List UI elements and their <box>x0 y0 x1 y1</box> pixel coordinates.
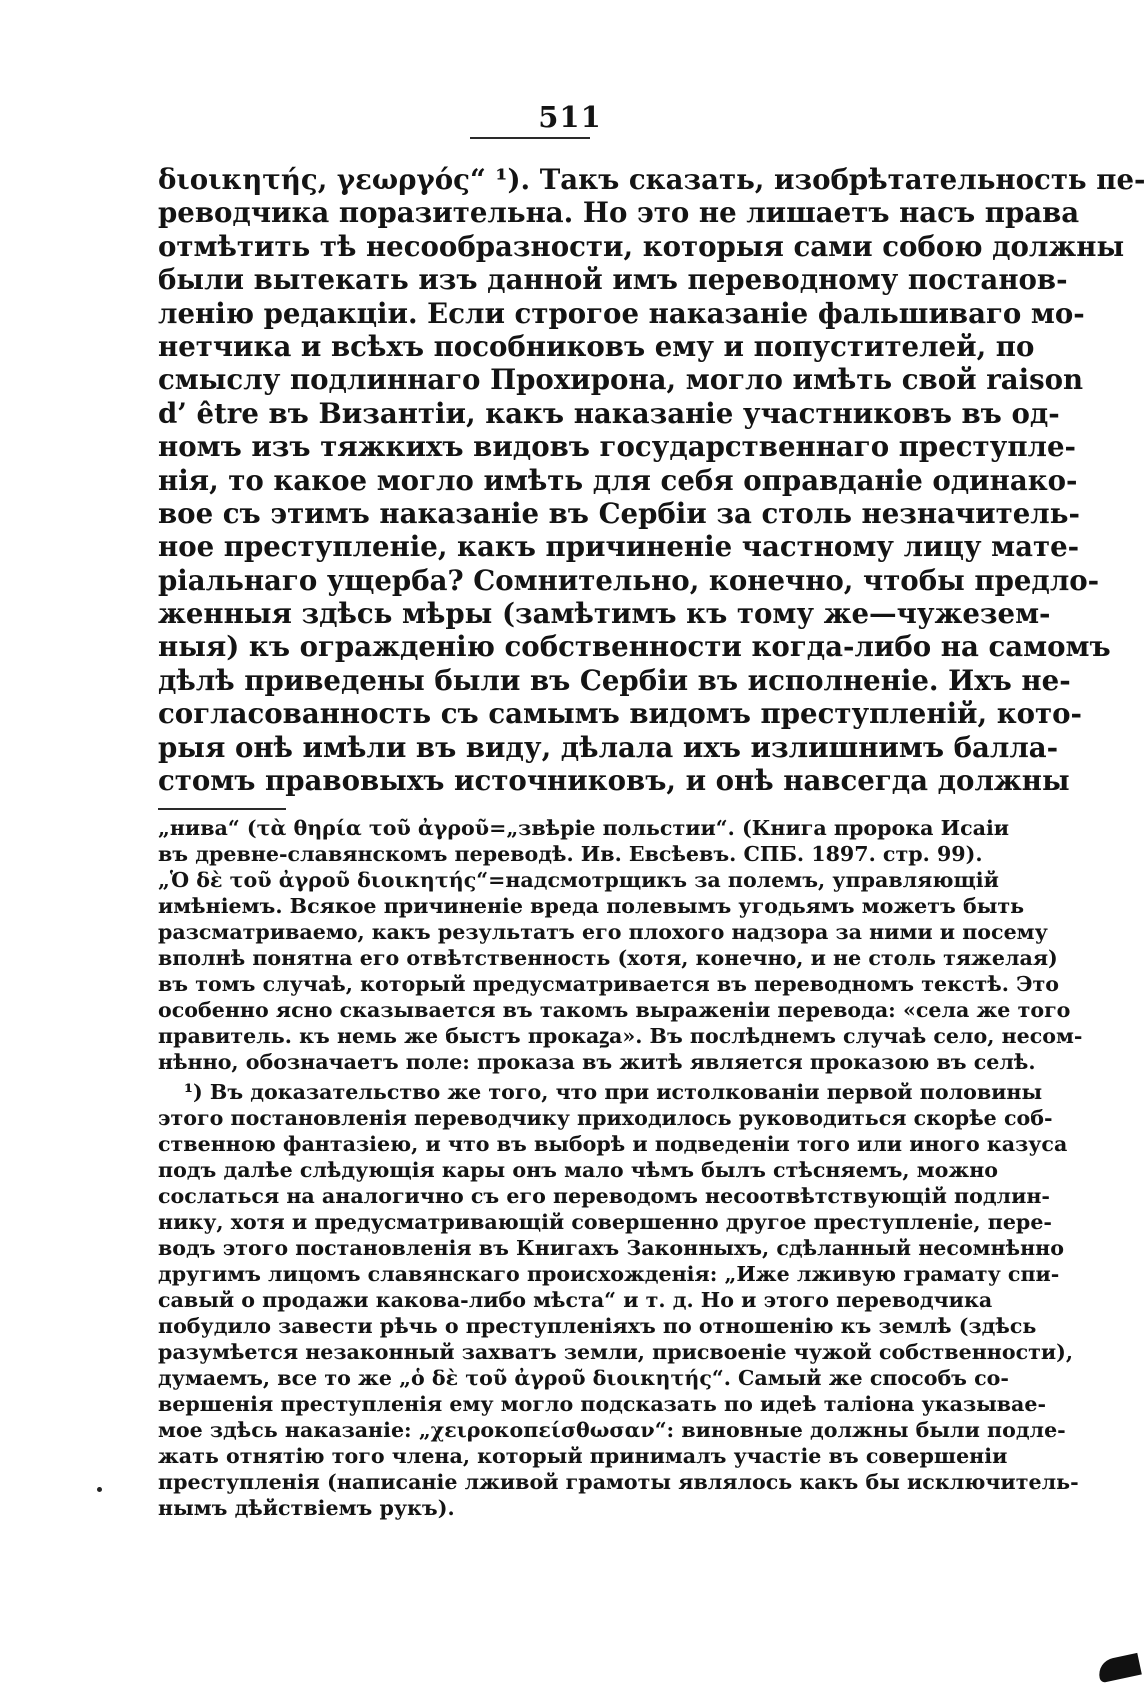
footnote-line: думаемъ, все то же „ὁ δὲ τοῦ ἀγροῦ διοικητής“. Самый же способъ со- <box>158 1366 1009 1390</box>
main-text-line: ное преступленіе, какъ причиненіе частному лицу мате- <box>158 530 1080 564</box>
main-text-line: ныя) къ огражденію собственности когда-либо на самомъ <box>158 630 1111 664</box>
footnote-line: вершенія преступленія ему могло подсказать по идеѣ таліона указывае- <box>158 1392 1047 1416</box>
footnote-line: жать отнятію того члена, который принималъ участіе въ совершеніи <box>158 1444 1008 1468</box>
footnote-line: сослаться на аналогично съ его переводомъ несоотвѣтствующій подлин- <box>158 1184 1050 1208</box>
main-text-line: ленію редакціи. Если строгое наказаніе фальшиваго мо- <box>158 296 1085 330</box>
footnote-line: савый о продажи какова-либо мѣста“ и т. д. Но и этого переводчика <box>158 1288 993 1312</box>
footnote-line: нѣнно, обозначаетъ поле: проказа въ житѣ является проказою въ селѣ. <box>158 1050 1036 1074</box>
main-text-line: ріальнаго ущерба? Сомнительно, конечно, чтобы предло- <box>158 563 1100 597</box>
footnote-line: „нива“ (τὰ θηρία τοῦ ἀγροῦ=„звѣріе польстии“. (Книга пророка Исаіи <box>158 816 1010 840</box>
main-text-line: d’ être въ Византіи, какъ наказаніе участниковъ въ од- <box>158 396 1060 430</box>
main-text-line: нетчика и всѣхъ пособниковъ ему и попустителей, по <box>158 329 1035 363</box>
main-text-line: вое съ этимъ наказаніе въ Сербіи за столь незначитель- <box>158 496 1080 530</box>
main-text-line: реводчика поразительна. Но это не лишаетъ насъ права <box>158 196 1080 230</box>
footnote-separator <box>158 808 286 810</box>
footnote-line: водъ этого постановленія въ Книгахъ Законныхъ, сдѣланный несомнѣнно <box>158 1236 1064 1260</box>
main-text-line: нія, то какое могло имѣть для себя оправданіе одинако- <box>158 463 1078 497</box>
footnote-line: „Ὁ δὲ τοῦ ἀγροῦ διοικητής“=надсмотрщикъ за полемъ, управляющій <box>158 868 999 892</box>
page-number: 511 <box>538 100 602 134</box>
footnote-line: ¹) Въ доказательство же того, что при истолкованіи первой половины <box>184 1080 1043 1104</box>
main-text-line: номъ изъ тяжкихъ видовъ государственнаго преступле- <box>158 430 1076 464</box>
footnote-line: нику, хотя и предусматривающій совершенно другое преступленіе, пере- <box>158 1210 1052 1234</box>
main-text-line: дѣлѣ приведены были въ Сербіи въ исполненіе. Ихъ не- <box>158 663 1071 697</box>
footnote-line: разсматриваемо, какъ результатъ его плохого надзора за ними и посему <box>158 920 1048 944</box>
footnote-line: въ древне-славянскомъ переводѣ. Ив. Евсѣевъ. СПБ. 1897. стр. 99). <box>158 842 983 866</box>
footnote-continued <box>158 815 1083 1075</box>
footnote-line: имѣніемъ. Всякое причиненіе вреда полевымъ угодьямъ можетъ быть <box>158 894 1025 918</box>
main-text-block <box>158 163 1145 798</box>
main-text-line: отмѣтить тѣ несообразности, которыя сами собою должны <box>158 229 1125 263</box>
main-text-line: рыя онѣ имѣли въ виду, дѣлала ихъ излишнимъ балла- <box>158 730 1059 764</box>
footnote-line: мое здѣсь наказаніе: „χειροκοπείσθωσαν“: виновные должны были подле- <box>158 1418 1066 1442</box>
main-text-line: согласованность съ самымъ видомъ преступленій, кото- <box>158 697 1083 731</box>
main-text-line: διοικητής, γεωργός“ ¹). Такъ сказать, изобрѣтательность пе- <box>158 163 1145 196</box>
footnote-line: этого постановленія переводчику приходилось руководиться скорѣе соб- <box>158 1106 1053 1130</box>
scan-corner-mark <box>1096 1653 1142 1683</box>
main-text-line: смыслу подлиннаго Прохирона, могло имѣть свой raison <box>158 363 1084 397</box>
footnotes-block <box>158 815 1083 1521</box>
footnote-line: нымъ дѣйствіемъ рукъ). <box>158 1496 455 1520</box>
main-text-line: стомъ правовыхъ источниковъ, и онѣ навсегда должны <box>158 764 1070 798</box>
main-text-line: женныя здѣсь мѣры (замѣтимъ къ тому же—чужезем- <box>158 597 1051 631</box>
footnote-line: правитель. къ немь же быстъ прокаꙁа». Въ послѣднемъ случаѣ село, несом- <box>158 1024 1083 1048</box>
footnote-line: разумѣется незаконный захватъ земли, присвоеніе чужой собственности), <box>158 1340 1074 1364</box>
footnote-line: подъ далѣе слѣдующія кары онъ мало чѣмъ былъ стѣсняемъ, можно <box>158 1158 998 1182</box>
main-text-line: были вытекать изъ данной имъ переводному постанов- <box>158 263 1068 297</box>
scan-speck <box>97 1487 102 1492</box>
footnote-line: вполнѣ понятна его отвѣтственность (хотя, конечно, и не столь тяжелая) <box>158 946 1058 970</box>
page-number-rule <box>470 137 590 139</box>
footnote-line: ственною фантазіею, и что въ выборѣ и подведеніи того или иного казуса <box>158 1132 1068 1156</box>
footnote-line: побудило завести рѣчь о преступленіяхъ по отношенію къ землѣ (здѣсь <box>158 1314 1037 1338</box>
footnote-line: въ томъ случаѣ, который предусматривается въ переводномъ текстѣ. Это <box>158 972 1059 996</box>
footnote-line: преступленія (написаніе лживой грамоты являлось какъ бы исключитель- <box>158 1470 1079 1494</box>
footnote-line: другимъ лицомъ славянскаго происхожденія: „Иже лживую грамату спи- <box>158 1262 1060 1286</box>
footnote-line: особенно ясно сказывается въ такомъ выраженіи перевода: «села же того <box>158 998 1071 1022</box>
footnote-1 <box>158 1079 1079 1521</box>
